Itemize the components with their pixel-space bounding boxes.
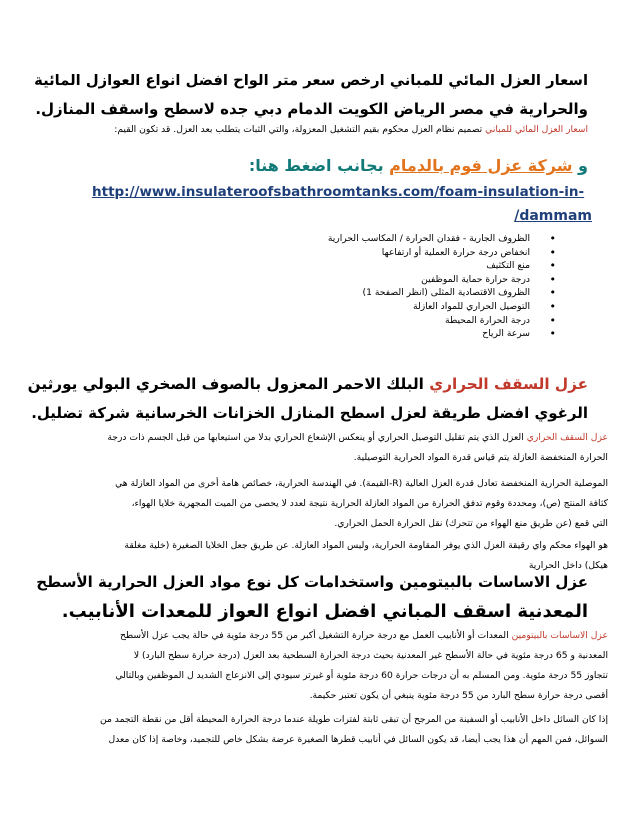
roof-paragraph-2: الموصلية الحرارية المنخفضة تعادل قدرة العزل العالية (R-القيمة). في الهندسة الحرارية، خصائص هامة أخرى من المواد العازلة هي كثافة المنتج (ص)، ومحددة وقوم تدفق الحرارة من المواد العازلة الحرارية نتيجة لعدد لا يحصى من الميت المجهرية خلايا الهواء، التي قمع (عن طريق منع الهواء من تتحرك) نقل الحرارة الحمل الحراري.	[115, 478, 608, 529]
list-item: • منع التكثيف	[60, 259, 560, 273]
roof-paragraph-1-highlight: عزل السقف الحراري	[526, 432, 608, 443]
list-item: • الظروف الاقتصادية المثلى (انظر الصفحة 1)	[60, 286, 560, 300]
promo-company-link[interactable]: شركة عزل فوم بالدمام	[389, 156, 573, 175]
section-foundation-heading: عزل الاساسات بالبيتومين واستخدامات كل نوع مواد العزل الحرارية الأسطح المعدنية اسقف المباني افضل انواع العواز للمعدات الأنابيب.	[36, 573, 588, 622]
foundation-paragraph-1-highlight: عزل الاساسات بالبيتومين	[511, 630, 608, 641]
promo-suffix: بجانب اضغط هنا:	[248, 156, 390, 175]
list-item: • درجة الحرارة المحيطة	[60, 314, 560, 328]
promo-prefix: و	[572, 156, 588, 175]
roof-paragraph-3: هو الهواء محكم واي رقيقة العزل الذي يوفر المقاومة الحرارية، وليس المواد العازلة. عن طريق جعل الخلايا الصغيرة (خلية مغلقة هيكل) داخل الحرارية	[124, 540, 608, 571]
intro-paragraph	[28, 120, 588, 140]
section-roof-heading	[28, 370, 588, 428]
title-line-2: والحرارية في مصر الرياض الكويت الدمام دبي جده لاسطح واسقف المنازل.	[35, 100, 588, 118]
section-roof-heading-line-2: الرغوي افضل طريقة لعزل اسطح المنازل الخزانات الخرسانية شركة تضليل.	[31, 404, 588, 422]
source-url-link[interactable]	[92, 180, 592, 228]
intro-highlight: اسعار العزل المائي للمباني	[485, 124, 588, 135]
foundation-paragraph-1: عزل الاساسات بالبيتومين المعدات أو الأنابيب العمل مع درجة حرارة التشغيل أكبر من 55 درجة مئوية في حالة يجب عزل الأسطح المعدنية و 65 درجة مئوية في حالة الأسطح غير المعدنية بحيث درجة الحرارة السطحية بعد العزل (درجة حرارة سطح البارد) لا تتجاوز 55 درجة مئوية. ومن المسلم به أن درجات حرارة 60 درجة مئوية أو غيرتر سيودي إلى الانزعاج الشديد ل الموظفين وبالتالي أقصى درجة حرارة سطح البارد من 55 درجة مئوية ينبغي أن يكون تعتبر حكيمة.	[115, 630, 608, 701]
list-item: • الظروف الجارية - فقدان الحرارة / المكاسب الحرارية	[60, 232, 560, 246]
page-title	[28, 66, 588, 124]
url-line-1[interactable]: http://www.insulateroofsbathroomtanks.com/foam-insulation-in-	[92, 184, 585, 200]
intro-text: تصميم نظام العزل محكوم بقيم التشغيل المعزولة، والتي الثبات يتطلب بعد العزل. قد تكون القيم:	[114, 124, 486, 135]
section-roof-heading-rest: البلك الاحمر المعزول بالصوف الصخري البولي يورثين	[27, 375, 430, 393]
roof-paragraph-1: عزل السقف الحراري العزل الذي يتم تقليل التوصيل الحراري أو ينعكس الإشعاع الحراري بدلا من استيعابها من قبل الجسم ذات درجة الحرارة المنخفضة العازلة يتم قياس قدرة المواد الحرارية التوصيلية.	[107, 432, 608, 463]
promo-line	[28, 152, 588, 180]
list-item: • درجة حرارة حماية الموظفين	[60, 273, 560, 287]
factors-list	[60, 232, 560, 341]
list-item: • التوصيل الحراري للمواد العازلة	[60, 300, 560, 314]
foundation-paragraph-2: إذا كان السائل داخل الأنابيب أو السفينة من المرجح أن تبقى ثابتة لفترات طويلة عندما درجة الحرارة المحيطة أقل من نقطة التجمد من السوائل، فمن المهم أن هذا يجب أيضا، قد يكون السائل في أنابيب قطرها الصغيرة عرضة بشكل خاص للتجميد، وخاصة إذا كان معدل	[99, 714, 608, 745]
list-item: • انخفاض درجة حرارة العملية أو ارتفاعها	[60, 246, 560, 260]
section-roof-heading-highlight: عزل السقف الحراري	[429, 375, 588, 393]
list-item: • سرعة الرياح	[60, 327, 560, 341]
title-line-1: اسعار العزل المائي للمباني ارخص سعر متر الواح افضل انواع العوازل المائية	[34, 72, 588, 89]
url-line-2[interactable]: /dammam	[514, 208, 592, 224]
